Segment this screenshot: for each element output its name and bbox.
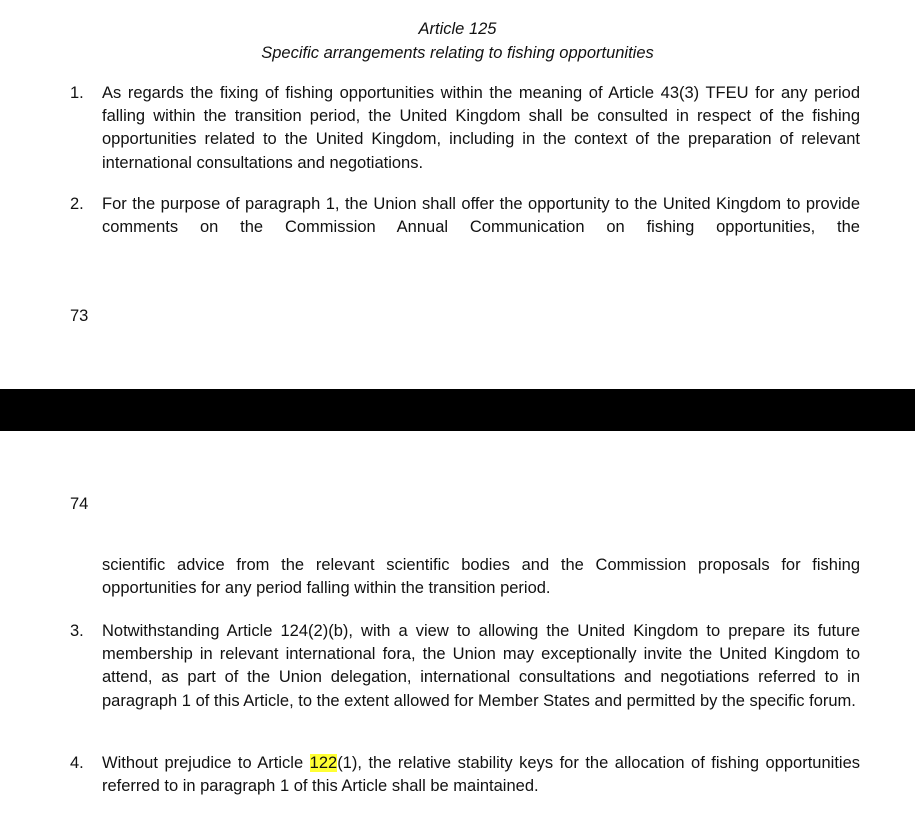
page-number: 74 bbox=[70, 495, 89, 513]
paragraph-number: 2. bbox=[70, 195, 84, 213]
paragraph-4 bbox=[70, 752, 860, 798]
paragraph-1 bbox=[70, 82, 860, 175]
page-break-bar bbox=[0, 389, 915, 431]
paragraph-text: Notwithstanding Article 124(2)(b), with a view to allowing the United Kingdom to prepare its future membership in relevant international fora, the Union may exceptionally invite the United Kingdom to attend, as part of the Union delegation, international consultations and negotiations referred to in paragraph 1 of this Article, to the extent allowed for Member States and permitted by the specific forum. bbox=[102, 622, 860, 710]
text-after-highlight: (1), the relative stability keys for the allocation of fishing opportunities referred to in paragraph 1 of this Article shall be maintained. bbox=[102, 754, 860, 796]
highlighted-reference: 122 bbox=[309, 754, 338, 772]
paragraph-text: scientific advice from the relevant scientific bodies and the Commission proposals for fishing opportunities for any period falling within the transition period. bbox=[102, 556, 860, 598]
paragraph-2-continuation bbox=[70, 554, 860, 600]
article-title: Article 125 bbox=[418, 20, 497, 38]
paragraph-3 bbox=[70, 620, 860, 713]
page-number: 73 bbox=[70, 307, 89, 325]
paragraph-2 bbox=[70, 193, 860, 239]
paragraph-number: 4. bbox=[70, 754, 84, 772]
paragraph-text bbox=[102, 752, 860, 798]
paragraph-text: As regards the fixing of fishing opportunities within the meaning of Article 43(3) TFEU for any period falling within the transition period, the United Kingdom shall be consulted in respect of the fishing opportunities related to the United Kingdom, including in the context of the preparation of relevant international consultations and negotiations. bbox=[102, 84, 860, 172]
text-before-highlight: Without prejudice to Article bbox=[102, 754, 310, 772]
paragraph-number: 3. bbox=[70, 622, 84, 640]
paragraph-number: 1. bbox=[70, 84, 84, 102]
article-subtitle: Specific arrangements relating to fishing opportunities bbox=[261, 44, 654, 62]
paragraph-text: For the purpose of paragraph 1, the Union shall offer the opportunity to the United Kingdom to provide comments on the Commission Annual Communication on fishing opportunities, the bbox=[102, 195, 860, 237]
